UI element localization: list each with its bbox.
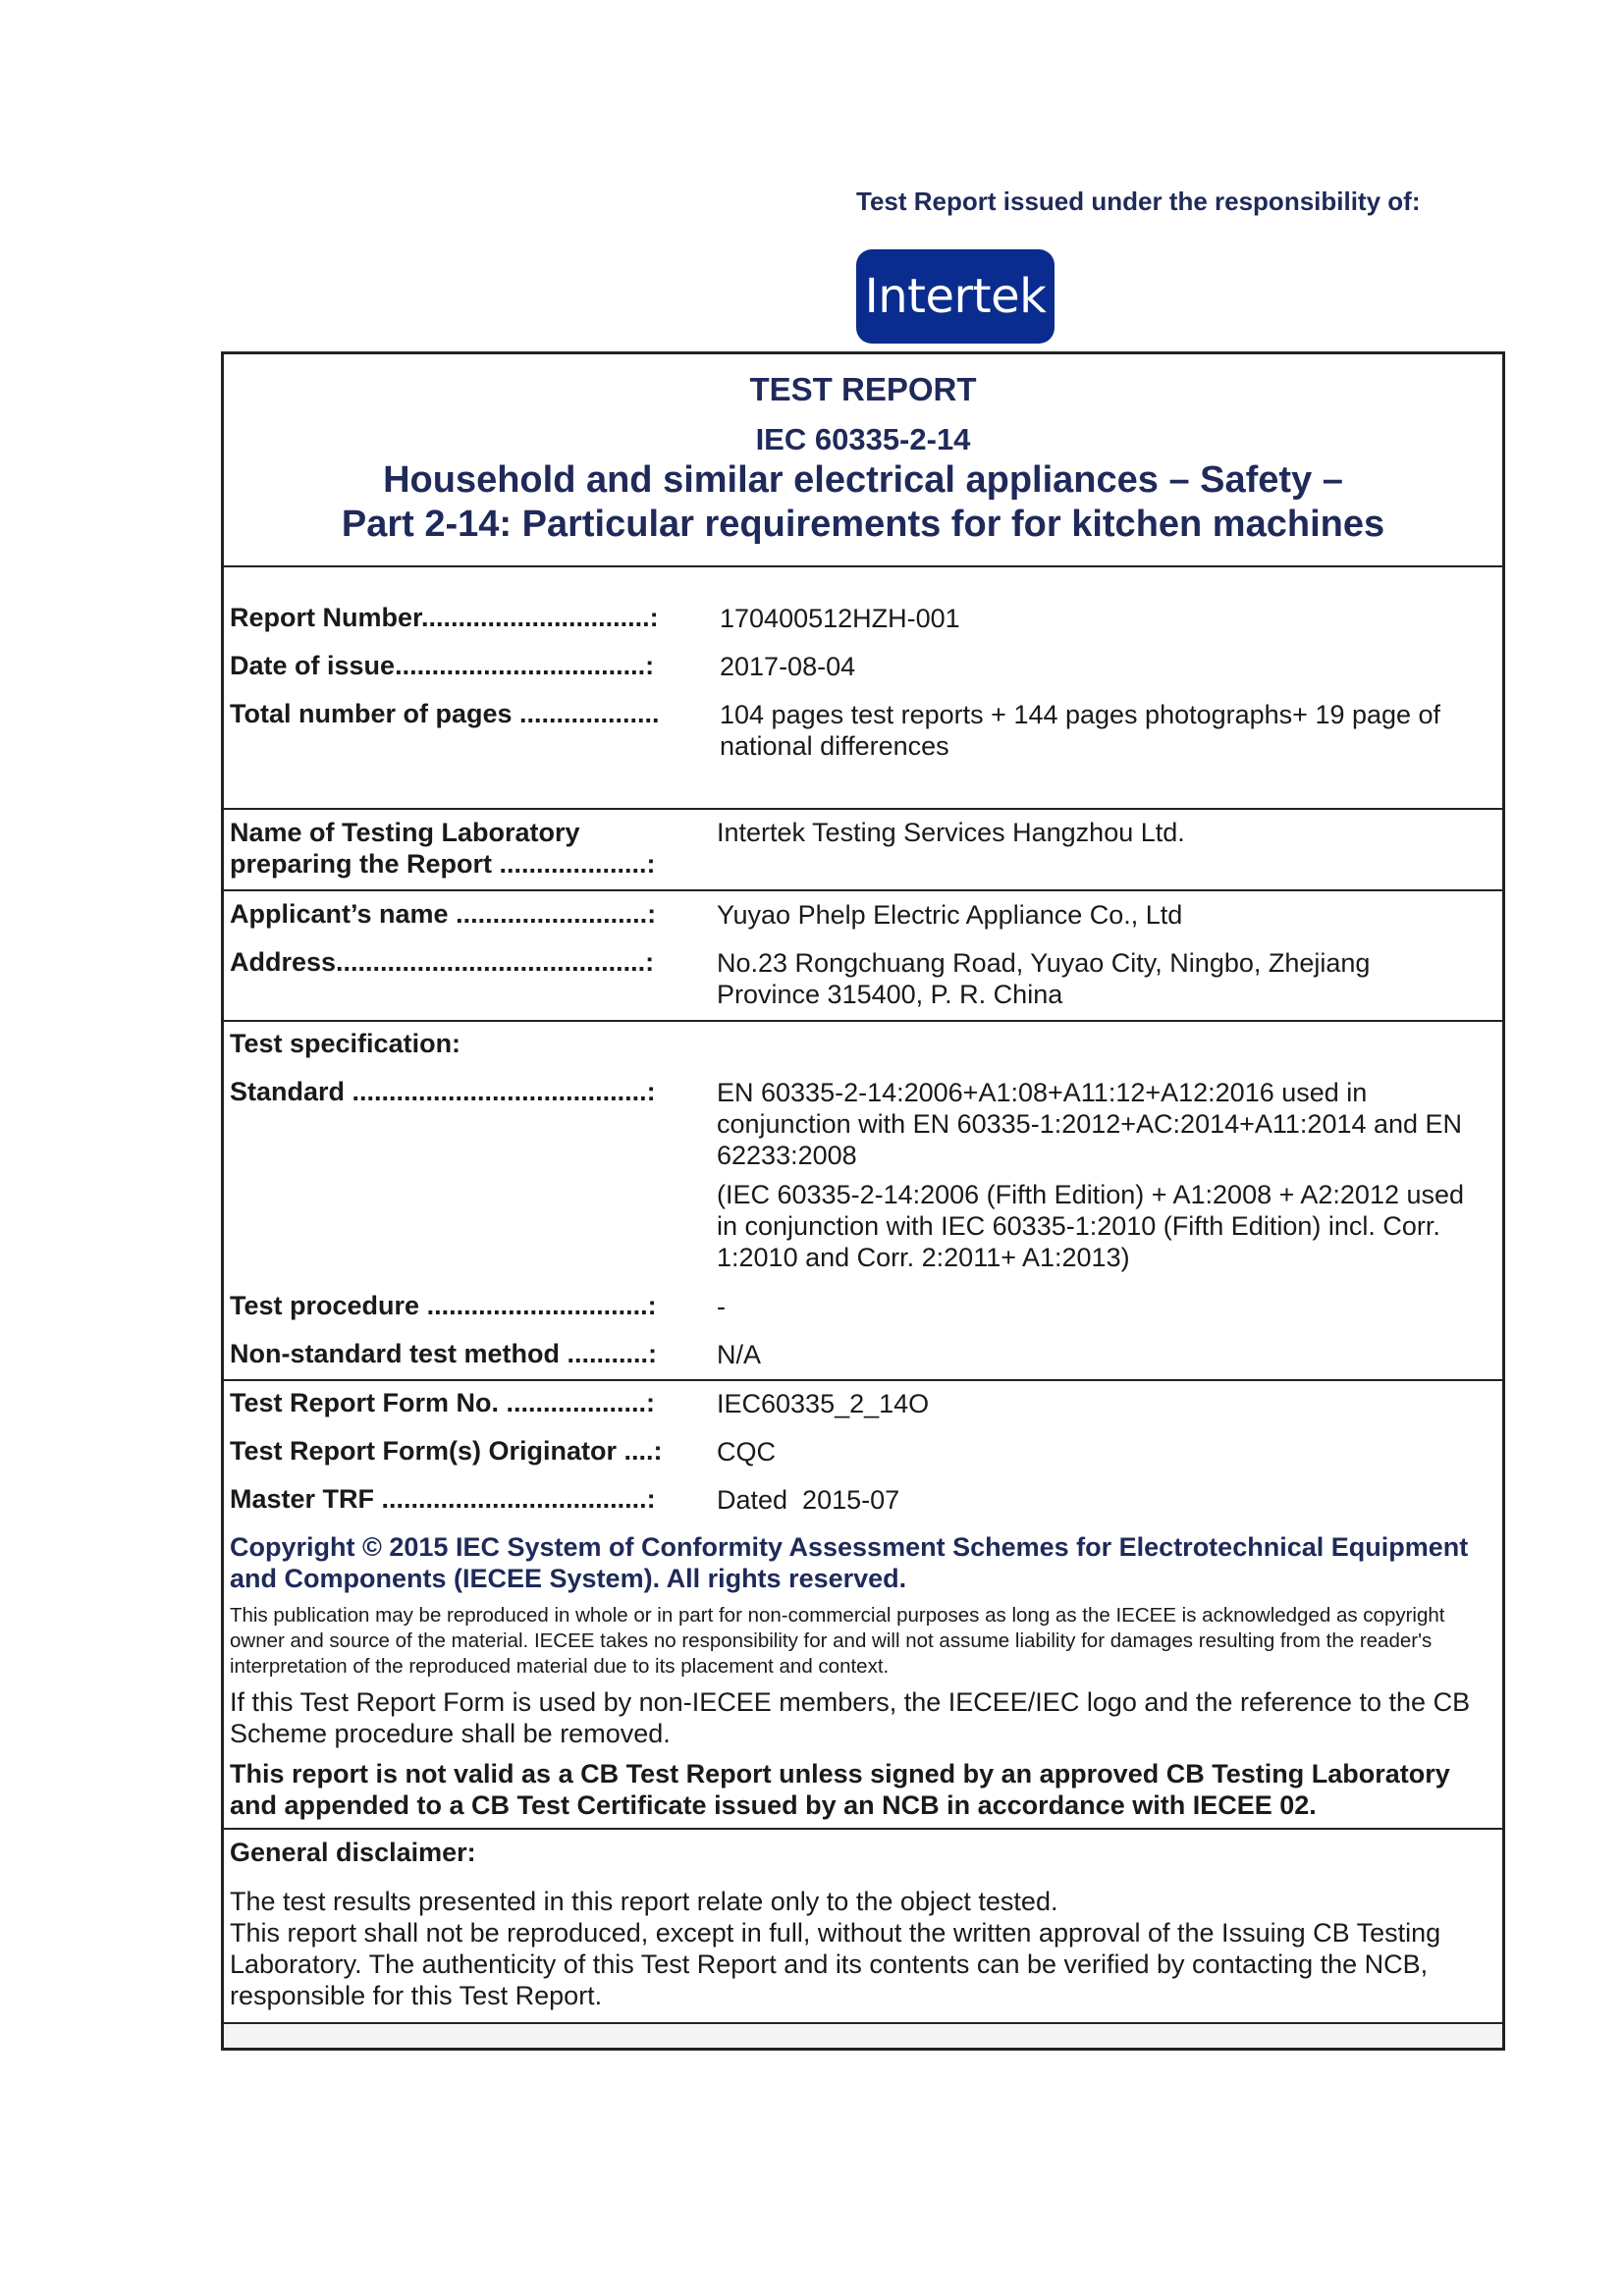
divider — [224, 889, 1502, 891]
test-procedure-dots: ..............................: — [419, 1291, 657, 1320]
trf-no-value: IEC60335_2_14O — [717, 1389, 930, 1418]
test-procedure-value: - — [717, 1292, 726, 1321]
address-label: Address — [230, 947, 337, 977]
validity-note: This report is not valid as a CB Test Report unless signed by an approved CB Testing Laboratory and appended to a CB Test Certificate issued by an NCB in accordance with IECEE 02. — [230, 1759, 1450, 1820]
total-pages-value: 104 pages test reports + 144 pages photographs+ 19 page of national differences — [720, 700, 1441, 761]
non-standard-dots: ...........: — [560, 1339, 658, 1368]
disclaimer-heading: General disclaimer: — [230, 1838, 476, 1867]
lab-name-value: Intertek Testing Services Hangzhou Ltd. — [717, 818, 1185, 847]
applicant-dots: ..........................: — [448, 899, 657, 929]
address-value: No.23 Rongchuang Road, Yuyao City, Ningbo, Zhejiang Province 315400, P. R. China — [717, 948, 1371, 1009]
total-pages-label: Total number of pages — [230, 699, 513, 728]
report-number-dots: ..............................: — [428, 603, 659, 632]
non-standard-label: Non-standard test method — [230, 1339, 561, 1368]
trf-originator-dots: ....: — [617, 1436, 663, 1466]
non-iecee-note: If this Test Report Form is used by non-IECEE members, the IECEE/IEC logo and the reference to the CB Scheme procedure shall be removed. — [230, 1687, 1471, 1748]
copyright-notice: Copyright © 2015 IEC System of Conformity Assessment Schemes for Electrotechnical Equipment and Components (IECEE System). All rights reserved. — [230, 1532, 1469, 1593]
intertek-logo: Intertek — [856, 249, 1055, 344]
standard-label: Standard — [230, 1077, 346, 1106]
lab-name-label-line2: preparing the Report — [230, 849, 493, 879]
trf-originator-value: CQC — [717, 1437, 776, 1467]
disclaimer-line-2: This report shall not be reproduced, except in full, without the written approval of the Issuing CB Testing Laboratory. The authenticity of this Test Report and its contents can be verified by contacting the NCB, responsible for this Test Report. — [230, 1918, 1441, 2010]
disclaimer-line-1: The test results presented in this report relate only to the object tested. — [230, 1887, 1058, 1916]
report-number-label: Report Number. — [230, 603, 429, 632]
test-procedure-label: Test procedure — [230, 1291, 420, 1320]
test-spec-label: Test specification: — [230, 1029, 461, 1058]
lab-name-label-line1: Name of Testing Laboratory — [230, 818, 580, 847]
date-of-issue-value: 2017-08-04 — [720, 652, 856, 681]
date-of-issue-label: Date of issue — [230, 651, 396, 680]
divider — [224, 1379, 1502, 1381]
trf-no-dots: ...................: — [499, 1388, 656, 1417]
total-pages-dots: ................... — [512, 699, 660, 728]
address-dots: ..........................................: — [336, 947, 655, 977]
master-trf-value: Dated 2015-07 — [717, 1485, 900, 1515]
applicant-value: Yuyao Phelp Electric Appliance Co., Ltd — [717, 900, 1183, 930]
standard-value-iec: (IEC 60335-2-14:2006 (Fifth Edition) + A1:2008 + A2:2012 used in conjunction with IEC 60335-1:2010 (Fifth Edition) incl. Corr. 1:2010 and Corr. 2:2011+ A1:2013) — [717, 1180, 1465, 1272]
footer-strip — [224, 2022, 1502, 2048]
report-subtitle-1: Household and similar electrical appliances – Safety – — [383, 459, 1343, 501]
report-standard: IEC 60335-2-14 — [755, 422, 971, 456]
master-trf-label: Master TRF — [230, 1484, 375, 1514]
lab-name-dots: ....................: — [492, 849, 656, 879]
report-frame — [221, 351, 1505, 2051]
trf-originator-label: Test Report Form(s) Originator — [230, 1436, 618, 1466]
report-number-value: 170400512HZH-001 — [720, 604, 960, 633]
responsibility-line: Test Report issued under the responsibility of: — [856, 187, 1421, 216]
report-subtitle-2: Part 2-14: Particular requirements for for kitchen machines — [341, 504, 1385, 545]
non-standard-value: N/A — [717, 1340, 762, 1369]
standard-dots: ........................................: — [345, 1077, 656, 1106]
divider — [224, 1828, 1502, 1830]
applicant-label: Applicant’s name — [230, 899, 449, 929]
divider — [224, 808, 1502, 810]
master-trf-dots: ....................................: — [374, 1484, 656, 1514]
date-of-issue-dots: ..................................: — [395, 651, 655, 680]
report-title: TEST REPORT — [749, 371, 977, 407]
publication-note: This publication may be reproduced in whole or in part for non-commercial purposes as long as the IECEE is acknowledged as copyright owner and source of the material. IECEE takes no responsibility for and will not assume liability for damages resulting from the reader's interpretation of the reproduced material due to its placement and context. — [230, 1604, 1445, 1678]
report-header — [224, 354, 1502, 567]
trf-no-label: Test Report Form No. — [230, 1388, 500, 1417]
divider — [224, 1020, 1502, 1022]
standard-value-en: EN 60335-2-14:2006+A1:08+A11:12+A12:2016 used in conjunction with EN 60335-1:2012+AC:2014+A11:2014 and EN 62233:2008 — [717, 1078, 1463, 1170]
